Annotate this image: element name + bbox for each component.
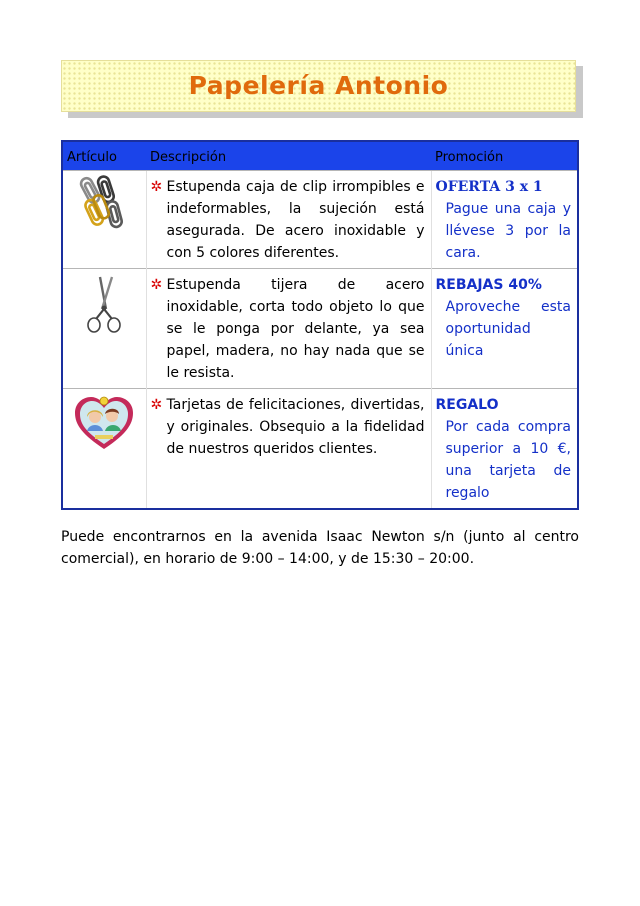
promotion-cell <box>431 269 578 389</box>
description-text: Estupenda caja de clip irrompibles e indeformables, la sujeción está asegurada. De acero inoxidable y con 5 colores diferentes. <box>166 179 425 261</box>
bullet-star-icon: ✲ <box>150 179 163 195</box>
promo-text: Pague una caja y llévese 3 por la cara. <box>445 201 571 261</box>
description-text: Tarjetas de felicitaciones, divertidas, y originales. Obsequio a la fidelidad de nuestros queridos clientes. <box>166 397 425 457</box>
promotion-cell <box>431 171 578 269</box>
description-cell <box>146 269 431 389</box>
description-cell <box>146 389 431 510</box>
promo-title: OFERTA 3 x 1 <box>435 179 543 195</box>
store-info-paragraph: Puede encontrarnos en la avenida Isaac Newton s/n (junto al centro comercial), en horario de 9:00 – 14:00, y de 15:30 – 20:00. <box>61 529 579 567</box>
description-text: Estupenda tijera de acero inoxidable, corta todo objeto lo que se le ponga por delante, ya sea papel, madera, no hay nada que se le resista. <box>166 277 425 381</box>
promotion-cell <box>431 389 578 510</box>
greeting-card-icon <box>73 395 135 453</box>
header-description: Descripción <box>146 141 431 171</box>
table-header-row <box>62 141 578 171</box>
table-row <box>62 171 578 269</box>
promo-text: Por cada compra superior a 10 €, una tarjeta de regalo <box>445 419 571 501</box>
table-row <box>62 269 578 389</box>
paper-clips-icon <box>73 173 135 235</box>
promo-text: Aproveche esta oportunidad única <box>445 299 571 359</box>
promo-title: REBAJAS 40% <box>435 277 542 293</box>
title-banner <box>61 60 576 112</box>
article-image-cell <box>62 389 146 510</box>
bullet-star-icon: ✲ <box>150 397 163 413</box>
article-image-cell <box>62 269 146 389</box>
promo-title: REGALO <box>435 397 499 413</box>
product-table <box>61 140 579 510</box>
header-article: Artículo <box>62 141 146 171</box>
article-image-cell <box>62 171 146 269</box>
scissors-icon <box>84 275 124 335</box>
bullet-star-icon: ✲ <box>150 277 163 293</box>
header-promotion: Promoción <box>431 141 578 171</box>
description-cell <box>146 171 431 269</box>
table-row <box>62 389 578 510</box>
page-title: Papelería Antonio <box>188 71 449 100</box>
